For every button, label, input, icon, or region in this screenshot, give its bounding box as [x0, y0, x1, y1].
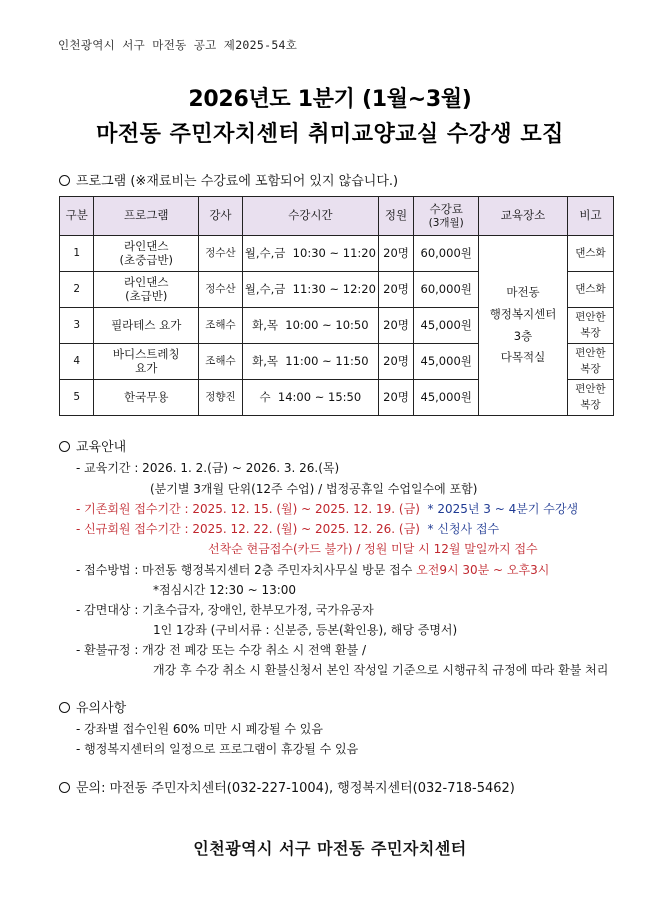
header-instructor: 강사 [199, 197, 243, 236]
table-row: 3 필라테스 요가 조해수 화,목 10:00 ~ 10:50 20명 45,000원 편안한 복장 [60, 308, 614, 344]
refund-policy: - 환불규정 : 개강 전 폐강 또는 수강 취소 시 전액 환불 / [76, 643, 367, 657]
caution-section-heading: 유의사항 [59, 697, 126, 716]
contact-info: 문의: 마전동 주민자치센터(032-227-1004), 행정복지센터(032-718-5462) [59, 777, 515, 796]
table-header-row [60, 197, 614, 236]
footer-organization: 인천광역시 서구 마전동 주민자치센터 [193, 839, 467, 858]
notice-number: 인천광역시 서구 마전동 공고 제2025-54호 [58, 38, 298, 52]
program-table [59, 196, 614, 416]
table-row: 5 한국무용 정향진 수 14:00 ~ 15:50 20명 45,000원 편안한 복장 [60, 380, 614, 416]
circle-bullet-icon [59, 441, 70, 452]
education-section-heading: 교육안내 [59, 436, 126, 455]
table-row: 2 라인댄스 (초급반) 정수산 월,수,금 11:30 ~ 12:20 20명 60,000원 댄스화 [60, 272, 614, 308]
header-fee: 수강료 (3개월) [414, 197, 479, 236]
discount-sub: 1인 1강좌 (구비서류 : 신분증, 등본(확인용), 해당 증명서) [153, 623, 458, 637]
lunch-time: *점심시간 12:30 ~ 13:00 [153, 583, 297, 597]
circle-bullet-icon [59, 702, 70, 713]
location-cell: 마전동 행정복지센터 3층 다목적실 [479, 236, 568, 416]
refund-policy-sub: 개강 후 수강 취소 시 환불신청서 본인 작성일 기준으로 시행규칙 규정에 따라 환불 처리 [153, 663, 609, 677]
new-member-period: - 신규회원 접수기간 : 2025. 12. 22. (월) ~ 2025. 12. 26. (금) * 신청사 접수 [76, 522, 500, 536]
table-row: 1 라인댄스 (초중급반) 정수산 월,수,금 10:30 ~ 11:20 20명 60,000원 마전동 행정복지센터 3층 다목적실 댄스화 [60, 236, 614, 272]
header-note: 비고 [567, 197, 613, 236]
discount-target: - 감면대상 : 기초수급자, 장애인, 한부모가정, 국가유공자 [76, 603, 374, 617]
page-title-line1: 2026년도 1분기 (1월~3월) [188, 87, 472, 112]
new-member-sub: 선착순 현금접수(카드 불가) / 정원 미달 시 12월 말일까지 접수 [208, 542, 538, 556]
header-capacity: 정원 [378, 197, 414, 236]
caution-item: - 행정복지센터의 일정으로 프로그램이 휴강될 수 있음 [76, 742, 359, 756]
header-location: 교육장소 [479, 197, 568, 236]
circle-bullet-icon [59, 782, 70, 793]
header-time: 수강시간 [242, 197, 378, 236]
circle-bullet-icon [59, 175, 70, 186]
page-title-line2: 마전동 주민자치센터 취미교양교실 수강생 모집 [96, 122, 564, 147]
education-period: - 교육기간 : 2026. 1. 2.(금) ~ 2026. 3. 26.(목) [76, 461, 340, 475]
table-row: 4 바디스트레칭 요가 조해수 화,목 11:00 ~ 11:50 20명 45,000원 편안한 복장 [60, 344, 614, 380]
program-heading-text: 프로그램 (※재료비는 수강료에 포함되어 있지 않습니다.) [76, 174, 399, 189]
existing-member-period: - 기존회원 접수기간 : 2025. 12. 15. (월) ~ 2025. 12. 19. (금) * 2025년 3 ~ 4분기 수강생 [76, 502, 579, 516]
header-no: 구분 [60, 197, 94, 236]
caution-item: - 강좌별 접수인원 60% 미만 시 폐강될 수 있음 [76, 722, 323, 736]
program-section-heading [59, 170, 398, 189]
education-period-sub: (분기별 3개월 단위(12주 수업) / 법정공휴일 수업일수에 포함) [150, 482, 478, 496]
registration-method: - 접수방법 : 마전동 행정복지센터 2층 주민자치사무실 방문 접수 오전9시 30분 ~ 오후3시 [76, 563, 550, 577]
header-program: 프로그램 [94, 197, 199, 236]
